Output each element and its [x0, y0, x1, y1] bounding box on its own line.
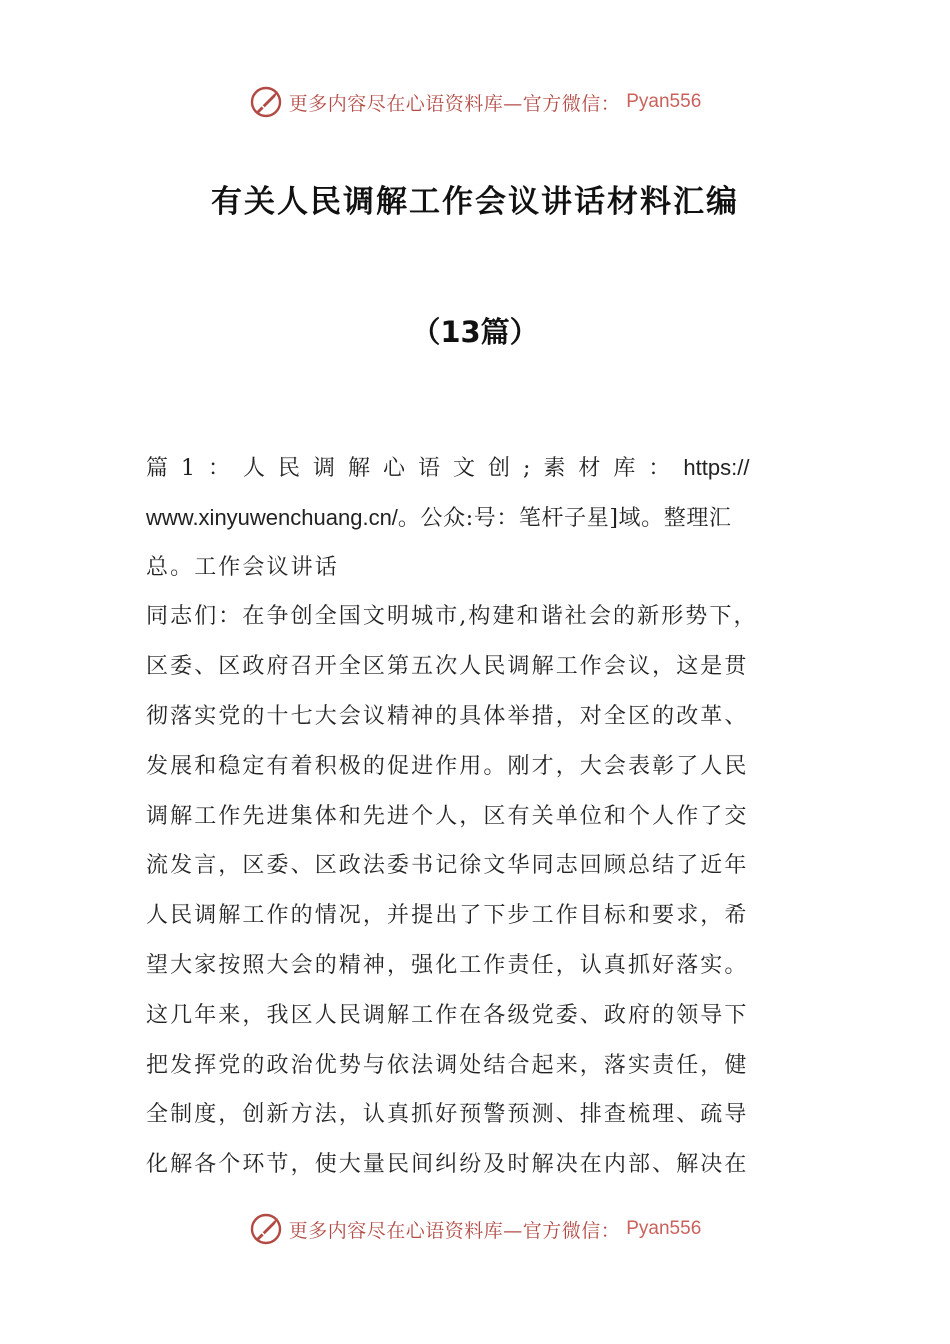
paragraph-line: 化解各个环节，使大量民间纠纷及时解决在内部、解决在: [146, 1152, 749, 1178]
paragraph-line: 望大家按照大会的精神，强化工作责任，认真抓好落实。: [146, 952, 749, 978]
watermark-banner-bottom: [0, 1209, 950, 1249]
paragraph-line: 区委、区政府召开全区第五次人民调解工作会议，这是贯: [146, 654, 749, 680]
banner-text: 更多内容尽在心语资料库—官方微信：: [288, 92, 621, 115]
banner-text: 更多内容尽在心语资料库—官方微信：: [288, 1219, 621, 1242]
document-title: 有关人民调解工作会议讲话材料汇编: [211, 184, 739, 220]
banner-wechat-id: Pyan556: [626, 1218, 702, 1239]
watermark-banner-top: [0, 82, 950, 122]
document-subtitle: （13篇）: [411, 315, 539, 349]
quill-seal-icon: [249, 1212, 283, 1246]
paragraph-line: 彻落实党的十七大会议精神的具体举措，对全区的改革、: [146, 703, 749, 729]
paragraph-line: 全制度，创新方法，认真抓好预警预测、排查梳理、疏导: [146, 1102, 749, 1128]
heading-line: 总。工作会议讲话: [146, 554, 339, 580]
paragraph-line: 把发挥党的政治优势与依法调处结合起来，落实责任，健: [146, 1052, 749, 1078]
paragraph-line: 流发言，区委、区政法委书记徐文华同志回顾总结了近年: [146, 853, 749, 879]
paragraph-line: 发展和稳定有着积极的促进作用。刚才，大会表彰了人民: [146, 753, 749, 779]
quill-seal-icon: [249, 85, 283, 119]
heading-line: 篇1：人民调解心语文创;素材库：https://: [146, 455, 750, 481]
document-body: [146, 443, 806, 1190]
paragraph-line: 调解工作先进集体和先进个人，区有关单位和个人作了交: [146, 803, 749, 829]
paragraph-line: 这几年来，我区人民调解工作在各级党委、政府的领导下: [146, 1002, 749, 1028]
heading-line: www.xinyuwenchuang.cn/。公众:号：笔杆子星]域。整理汇: [146, 504, 732, 531]
paragraph-line: 同志们：在争创全国文明城市,构建和谐社会的新形势下，: [146, 604, 758, 630]
banner-wechat-id: Pyan556: [626, 91, 702, 112]
paragraph-line: 人民调解工作的情况，并提出了下步工作目标和要求，希: [146, 903, 749, 929]
